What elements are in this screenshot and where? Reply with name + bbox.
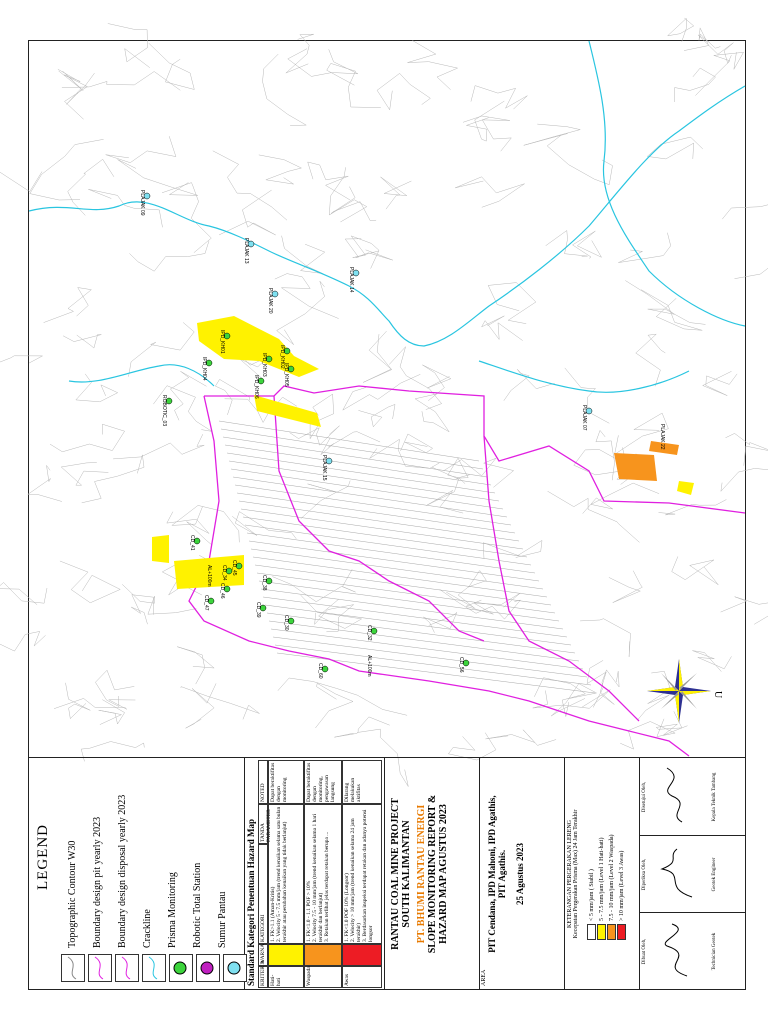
signature-3 — [647, 762, 707, 832]
hz-row1-params: 1. FK>1.1 (Aman-Kritis) 2. Velocity 5 - 7.5 mm/jam (trend kenaikan selama satu bulan terakhir atau perubahan kenaikan yang tidak berlanjut) — [268, 804, 304, 944]
report-date: 25 Agustus 2023 — [515, 843, 525, 906]
signer-2: Diperiksa Oleh, Geotek Engineer — [639, 835, 745, 913]
hz-row3-color — [342, 944, 382, 966]
signature-panel — [639, 758, 745, 990]
speed-level-0: < 5 mm/jam ( Stabil ) — [588, 869, 595, 921]
marker-label: PLAJAK 14 — [348, 267, 354, 293]
legend-item-disposal: Boundary design disposal yearly 2023 — [117, 794, 128, 948]
project-region: SOUTH KALIMANTAN — [401, 820, 412, 928]
marker-label: PLAJAK 22 — [659, 424, 665, 450]
legend-panel — [29, 758, 245, 990]
marker-label: IPD_KH04 — [201, 357, 207, 381]
title-block — [29, 757, 745, 990]
marker-label: IPD_KH02 — [279, 345, 285, 369]
hz-row3-cat: Awas — [342, 966, 382, 988]
speed-level-2: 7.5 - 10 mm/jam (Level 2 Waspada) — [608, 834, 615, 921]
north-label: U — [712, 691, 723, 699]
map-sheet — [28, 40, 746, 990]
marker-label: PLAJAK 20 — [267, 288, 273, 314]
marker-label: PLAJAK 07 — [581, 405, 587, 431]
marker-label: CD_39 — [255, 602, 261, 618]
marker-label: IPD_KH01 — [219, 330, 225, 354]
movement-title: KETERANGAN PERGERAKAN LERENG — [567, 820, 573, 928]
hz-row2-cat: Waspada — [304, 966, 342, 988]
hz-row3-params: 1. FK<1.0 POF 10% (Longsor) 2. Velocity > 10 mm/jam (trend kenaikan selama 24 jam terakhir) 3. Berdasarkan inspeksi terdapat retakan dan adanya potensi longsor — [342, 804, 382, 944]
legend-title: LEGEND — [35, 824, 51, 890]
marker-label: CD_41 — [189, 535, 195, 551]
marker-label: PLAJAK 13 — [243, 238, 249, 264]
project-name: RANTAU COAL MINE PROJECT — [390, 798, 401, 950]
legend-item-robotic: Robotic Total Station — [192, 862, 203, 948]
signer-3: Disetujui Oleh, Kepala Teknik Tambang — [639, 758, 745, 836]
report-title: SLOPE MONITORING REPORT & — [427, 794, 438, 954]
speed-level-3: > 10 mm/jam (Level 3 Awas) — [618, 850, 625, 921]
marker-label: CD_56 — [458, 657, 464, 673]
marker-label: AL+100m — [206, 565, 212, 587]
marker-label: CD_46 — [219, 583, 225, 599]
report-title-2: HAZARD MAP AGUSTUS 2023 — [438, 804, 449, 944]
marker-label: AL+100m — [366, 655, 372, 677]
hz-h-param: TANDA PARAMETER — [258, 804, 268, 844]
area-panel — [479, 758, 565, 990]
legend-swatches — [61, 954, 237, 982]
marker-label: IPD_KH03 — [261, 353, 267, 377]
hz-h-warna: WARNA — [260, 943, 266, 964]
hz-row2-params: 1. FK<1.0 - 1.1 POF > 10% 2. Velocity 7.5 - 10 mm/jam (trend kenaikan selama 1 hari terakhir dan berlanjut) 3. Retakan terlihat jelas terdapat retakan berupa ... — [304, 804, 342, 944]
area-value: PIT Cendana, IPD Mahoni, IPD Agathis, — [487, 795, 497, 953]
area-value-2: PIT Agathis. — [497, 849, 507, 899]
marker-label: CD_45 — [231, 560, 237, 576]
marker-label: PLAJAK 09 — [139, 190, 145, 216]
company-name: PT. BHUMI RANTAU ENERGI — [416, 804, 427, 944]
legend-item-pit: Boundary design pit yearly 2023 — [92, 816, 103, 948]
project-title-panel — [384, 758, 480, 990]
movement-panel — [564, 758, 640, 990]
marker-label: IPD_KH05 — [283, 363, 289, 387]
signature-2 — [647, 840, 707, 910]
marker-label: PLAJAK 15 — [321, 455, 327, 481]
marker-label: CD_38 — [261, 575, 267, 591]
marker-label: ROBOTIC_03 — [161, 395, 167, 427]
legend-item-contour: Topographic Contour W30 — [67, 840, 78, 948]
speed-level-1: 5 - 7.5 mm/jam (Level 1 Hati-hati) — [598, 837, 605, 921]
hz-row1-noted: Dapat beraktifitas dengan monitoring — [268, 760, 304, 804]
marker-label: CD_32 — [366, 625, 372, 641]
marker-label: CD_34 — [221, 565, 227, 581]
hz-row2-color — [304, 944, 342, 966]
hazard-standard-table — [244, 758, 385, 990]
hz-row2-noted: Dapat beraktifitas dengan monitoring, pengawasan langsung — [304, 760, 342, 804]
legend-item-crackline: Crackline — [142, 909, 153, 948]
marker-label: CD_30 — [283, 615, 289, 631]
marker-label: CD_60 — [317, 663, 323, 679]
hz-row3-noted: Dilarang melakukan aktifitas — [342, 760, 382, 804]
legend-item-sumur: Sumur Pantau — [217, 891, 228, 948]
hz-row1-cat: Hati-hati — [268, 966, 304, 988]
hazard-table-title: Standard Kategori Penentuan Hazard Map — [246, 818, 256, 986]
area-label: AREA — [481, 969, 487, 986]
signature-1 — [647, 917, 707, 987]
hz-h-kriteria: KRITERIA — [260, 960, 266, 986]
signer-1: Dibuat Oleh, Technician Geotek — [639, 912, 745, 990]
marker-label: IPD_KH06 — [253, 375, 259, 399]
marker-label: CD_47 — [203, 595, 209, 611]
hz-h-kategori: KATEGORI — [258, 844, 268, 944]
hazard-map — [29, 41, 745, 756]
hz-row1-color — [268, 944, 304, 966]
hz-h-noted: NOTED — [258, 760, 268, 804]
movement-sub: Kecepatan Pergerakan Prisma (Max) 24 Jam Terakhir — [573, 809, 579, 939]
legend-item-prisma: Prisma Monitoring — [167, 872, 178, 948]
